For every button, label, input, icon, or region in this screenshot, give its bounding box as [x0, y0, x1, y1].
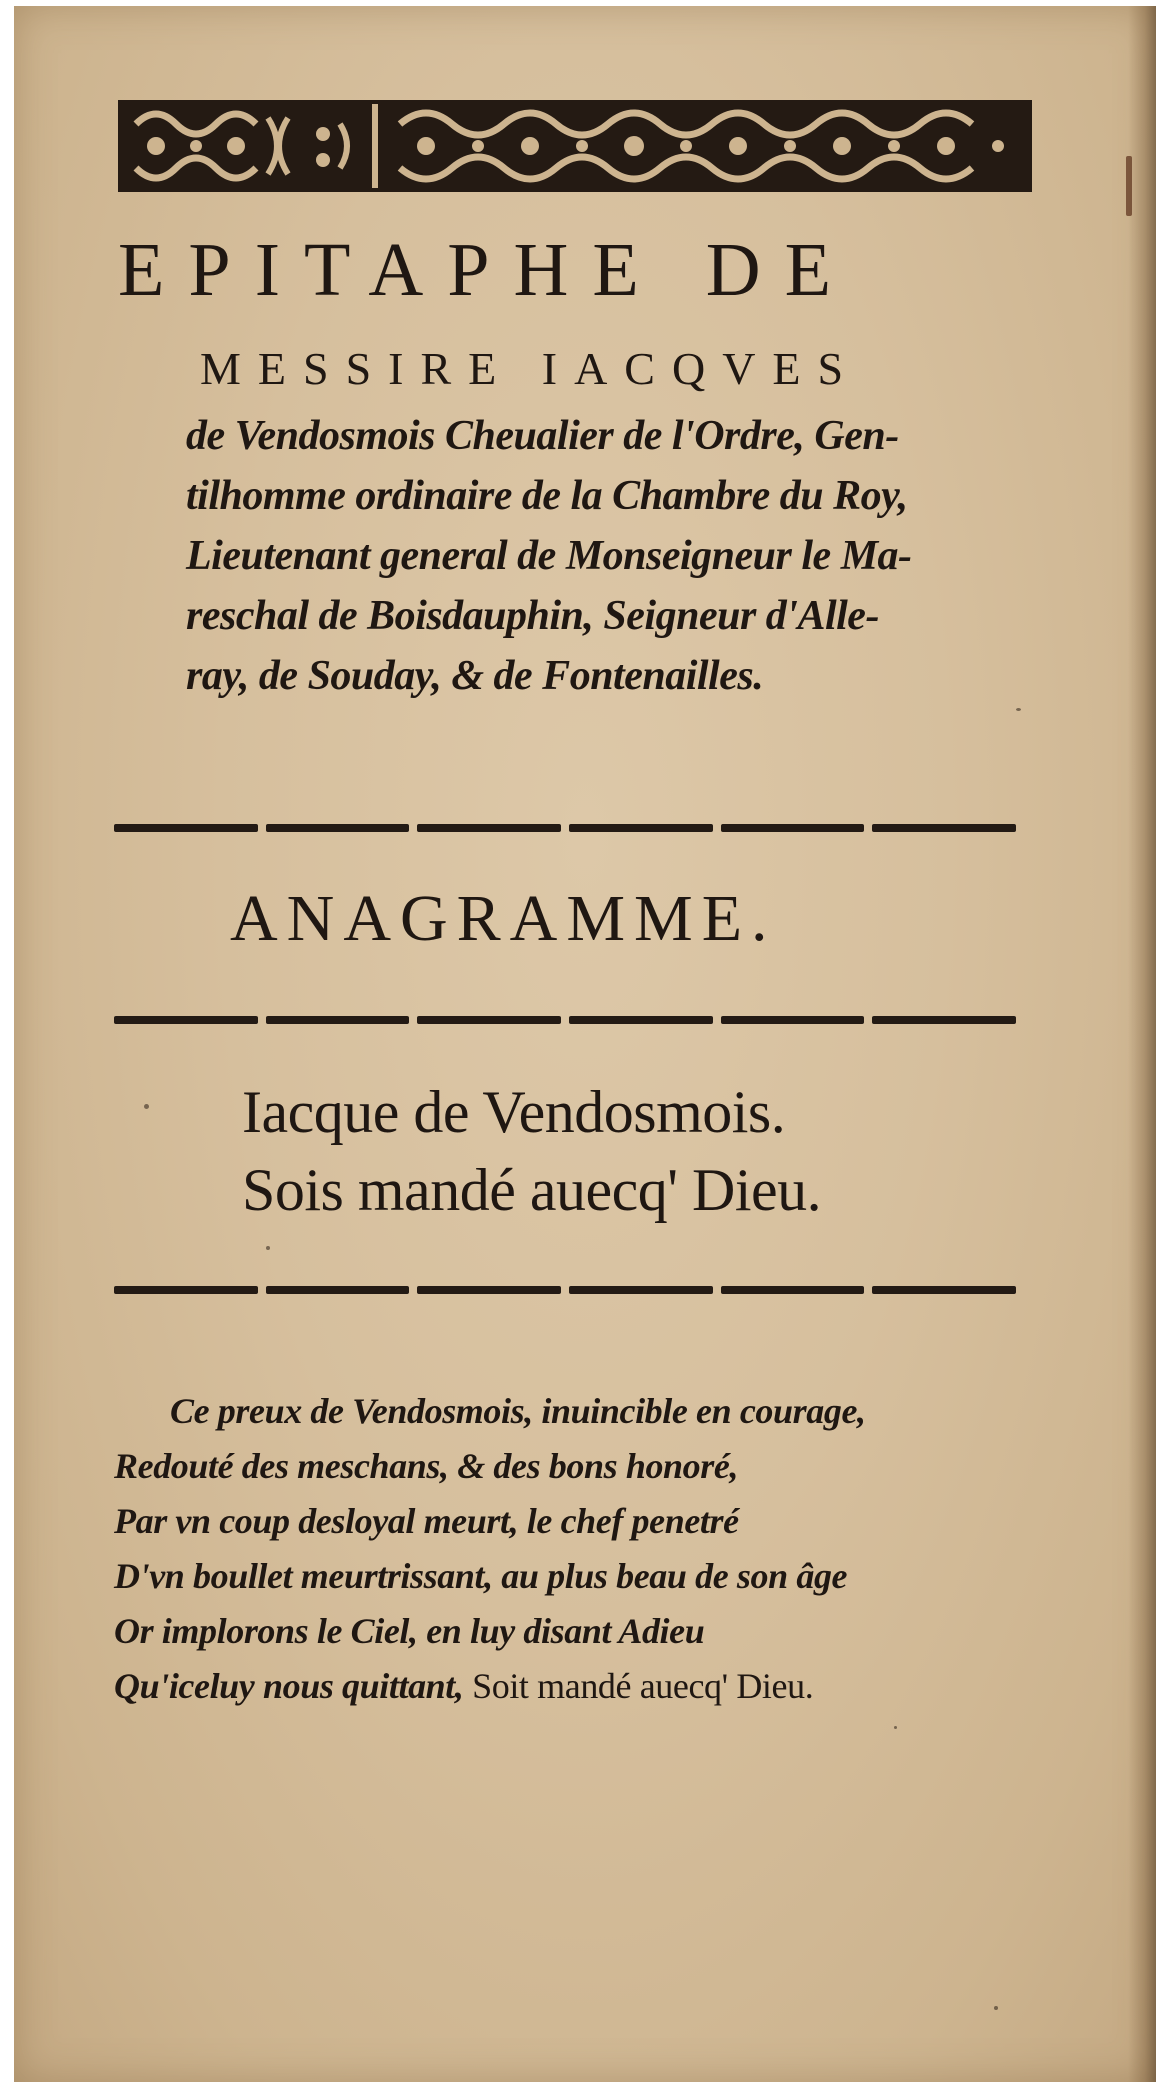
poem-line: Or implorons le Ciel, en luy disant Adieu: [114, 1611, 705, 1651]
anagram-name-line: Iacque de Vendosmois.: [242, 1079, 786, 1145]
subject-name-caps: MESSIRE IACQVES: [200, 343, 861, 394]
poem-last-line: [114, 1659, 1054, 1714]
subject-line: tilhomme ordinaire de la Chambre du Roy,: [186, 473, 908, 519]
poem-line: Redouté des meschans, & des bons honoré,: [114, 1446, 739, 1486]
section-rule: [114, 1286, 1016, 1294]
anagram-text: [242, 1072, 1002, 1230]
subject-line: Lieutenant general de Monseigneur le Ma-: [186, 533, 912, 579]
poem-line: Par vn coup desloyal meurt, le chef penetré: [114, 1501, 739, 1541]
subject-line: reschal de Boisdauphin, Seigneur d'Alle-: [186, 593, 879, 639]
subject-description: [186, 406, 1036, 706]
poem-last-line-roman: Soit mandé auecq' Dieu.: [472, 1666, 814, 1706]
foxing-speck: [994, 2006, 998, 2010]
foxing-speck: [266, 1246, 270, 1250]
poem-line: Ce preux de Vendosmois, inuincible en courage,: [170, 1391, 866, 1431]
ornament-band-icon: [118, 94, 1032, 198]
poem-line: D'vn boullet meurtrissant, au plus beau de son âge: [114, 1556, 848, 1596]
foxing-speck: [894, 1726, 897, 1729]
epitaph-poem: [114, 1384, 1054, 1714]
foxing-speck: [1016, 708, 1021, 711]
subject-line: de Vendosmois Cheualier de l'Ordre, Gen-: [186, 413, 899, 459]
epitaph-subject: [186, 343, 1036, 706]
section-rule: [114, 1016, 1016, 1024]
anagram-heading: ANAGRAMME.: [230, 882, 777, 955]
section-rule: [114, 824, 1016, 832]
poem-last-line-italic: Qu'iceluy nous quittant,: [114, 1666, 464, 1706]
foxing-speck: [144, 1104, 149, 1109]
anagram-result-line: Sois mandé auecq' Dieu.: [242, 1157, 822, 1223]
binding-mark: [1126, 156, 1132, 216]
page-edge-shadow: [1128, 6, 1156, 2082]
subject-line: ray, de Souday, & de Fontenailles.: [186, 653, 764, 699]
page-title: EPITAPHE DE: [118, 228, 856, 312]
book-page: [14, 6, 1156, 2082]
